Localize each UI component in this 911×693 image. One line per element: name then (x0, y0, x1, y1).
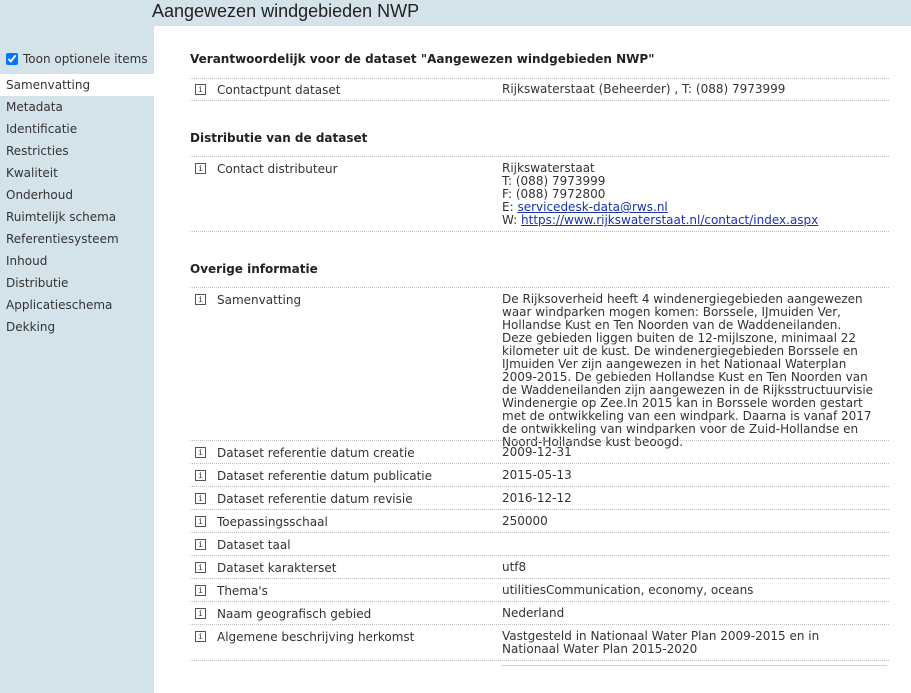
info-icon[interactable]: i (195, 163, 206, 174)
sidebar-item-samenvatting[interactable]: Samenvatting (0, 74, 154, 96)
row-value: Nederland (502, 606, 565, 620)
row-value: 250000 (502, 514, 548, 528)
sidebar-item-onderhoud[interactable]: Onderhoud (6, 188, 73, 202)
email-prefix: E: (502, 200, 518, 214)
metadata-row (190, 78, 889, 100)
metadata-row (190, 601, 889, 624)
sidebar-item-restricties[interactable]: Restricties (6, 144, 69, 158)
section-title-responsible: Verantwoordelijk voor de dataset "Aangewezen windgebieden NWP" (190, 52, 655, 66)
distributor-fax: F: (088) 7972800 (502, 187, 606, 201)
row-label: Contact distributeur (217, 162, 338, 176)
metadata-row (190, 287, 889, 449)
row-divider (190, 231, 889, 232)
sidebar-item-ruimtelijk-schema[interactable]: Ruimtelijk schema (6, 210, 117, 224)
metadata-row (190, 532, 889, 555)
metadata-row (190, 486, 889, 509)
info-icon[interactable]: i (195, 493, 206, 504)
info-icon[interactable]: i (195, 84, 206, 95)
row-value: De Rijksoverheid heeft 4 windenergiegebieden aangewezen waar windparken mogen komen: Borssele, IJmuiden Ver, Hollandse Kust en Ten Noorden van de Waddeneilanden. Deze gebieden liggen buiten de 12-mijlszone, minimaal 22 kilometer uit de kust. De windenergiegebieden Borssele en IJmuiden Ver zijn aangewezen in het Nationaal Waterplan 2009-2015. De gebieden Hollandse Kust en Ten Noorden van de Waddeneilanden zijn aangewezen in de Rijksstructuurvisie Windenergie op Zee.In 2015 kan in Borssele worden gestart met de ontwikkeling van een windpark. Daarna is vanaf 2017 de ontwikkeling van windparken voor de Zuid-Hollandse en Noord-Hollandse kust beoogd. (502, 292, 874, 449)
sidebar-item-identificatie[interactable]: Identificatie (6, 122, 78, 136)
metadata-row (190, 578, 889, 601)
distributor-contact (502, 162, 874, 227)
row-label: Samenvatting (217, 293, 302, 307)
metadata-row (190, 555, 889, 578)
row-label: Dataset karakterset (217, 561, 337, 575)
row-value: 2009-12-31 (502, 445, 572, 459)
row-label: Dataset taal (217, 538, 291, 552)
sidebar-item-metadata[interactable]: Metadata (6, 100, 63, 114)
metadata-row (190, 624, 889, 660)
section-title-other: Overige informatie (190, 262, 318, 276)
sidebar-item-applicatieschema[interactable]: Applicatieschema (6, 298, 113, 312)
sidebar-item-dekking[interactable]: Dekking (6, 320, 56, 334)
metadata-row (190, 509, 889, 532)
sidebar-item-referentiesysteem[interactable]: Referentiesysteem (6, 232, 119, 246)
info-icon[interactable]: i (195, 539, 206, 550)
email-link[interactable]: servicedesk-data@rws.nl (517, 200, 668, 214)
row-label: Algemene beschrijving herkomst (217, 630, 415, 644)
info-icon[interactable]: i (195, 585, 206, 596)
optional-items-label: Toon optionele items (23, 52, 148, 66)
distributor-phone: T: (088) 7973999 (502, 174, 606, 188)
row-label: Toepassingsschaal (217, 515, 328, 529)
row-value: 2015-05-13 (502, 468, 572, 482)
sidebar-item-distributie[interactable]: Distributie (6, 276, 69, 290)
row-label: Dataset referentie datum revisie (217, 492, 413, 506)
info-icon[interactable]: i (195, 294, 206, 305)
section-title-distribution: Distributie van de dataset (190, 131, 368, 145)
web-prefix: W: (502, 213, 522, 227)
info-icon[interactable]: i (195, 631, 206, 642)
info-icon[interactable]: i (195, 608, 206, 619)
value-divider (502, 665, 887, 666)
info-icon[interactable]: i (195, 470, 206, 481)
row-label: Dataset referentie datum creatie (217, 446, 415, 460)
sidebar-nav (0, 74, 154, 338)
sidebar-item-inhoud[interactable]: Inhoud (6, 254, 48, 268)
row-value: 2016-12-12 (502, 491, 572, 505)
metadata-row (190, 463, 889, 486)
row-value: utf8 (502, 560, 527, 574)
row-value: Vastgesteld in Nationaal Water Plan 2009-2015 en in Nationaal Water Plan 2015-2020 (502, 629, 820, 656)
row-divider (190, 660, 889, 661)
row-value: utilitiesCommunication, economy, oceans (502, 583, 754, 597)
top-bar (0, 0, 911, 26)
website-link[interactable]: https://www.rijkswaterstaat.nl/contact/index.aspx (521, 213, 819, 227)
info-icon[interactable]: i (195, 562, 206, 573)
info-icon[interactable]: i (195, 447, 206, 458)
sidebar-item-kwaliteit[interactable]: Kwaliteit (6, 166, 58, 180)
metadata-row (190, 156, 889, 231)
optional-items-toggle[interactable] (6, 51, 148, 67)
row-label: Thema's (217, 584, 268, 598)
row-label: Naam geografisch gebied (217, 607, 372, 621)
row-value: Rijkswaterstaat (Beheerder) , T: (088) 7973999 (502, 82, 786, 96)
distributor-name: Rijkswaterstaat (502, 161, 595, 175)
row-label: Contactpunt dataset (217, 83, 341, 97)
metadata-row (190, 440, 889, 463)
row-label: Dataset referentie datum publicatie (217, 469, 433, 483)
info-icon[interactable]: i (195, 516, 206, 527)
row-divider (190, 100, 889, 101)
distributor-web-line (502, 214, 874, 227)
optional-items-checkbox[interactable] (6, 53, 18, 65)
page-title: Aangewezen windgebieden NWP (152, 1, 420, 21)
